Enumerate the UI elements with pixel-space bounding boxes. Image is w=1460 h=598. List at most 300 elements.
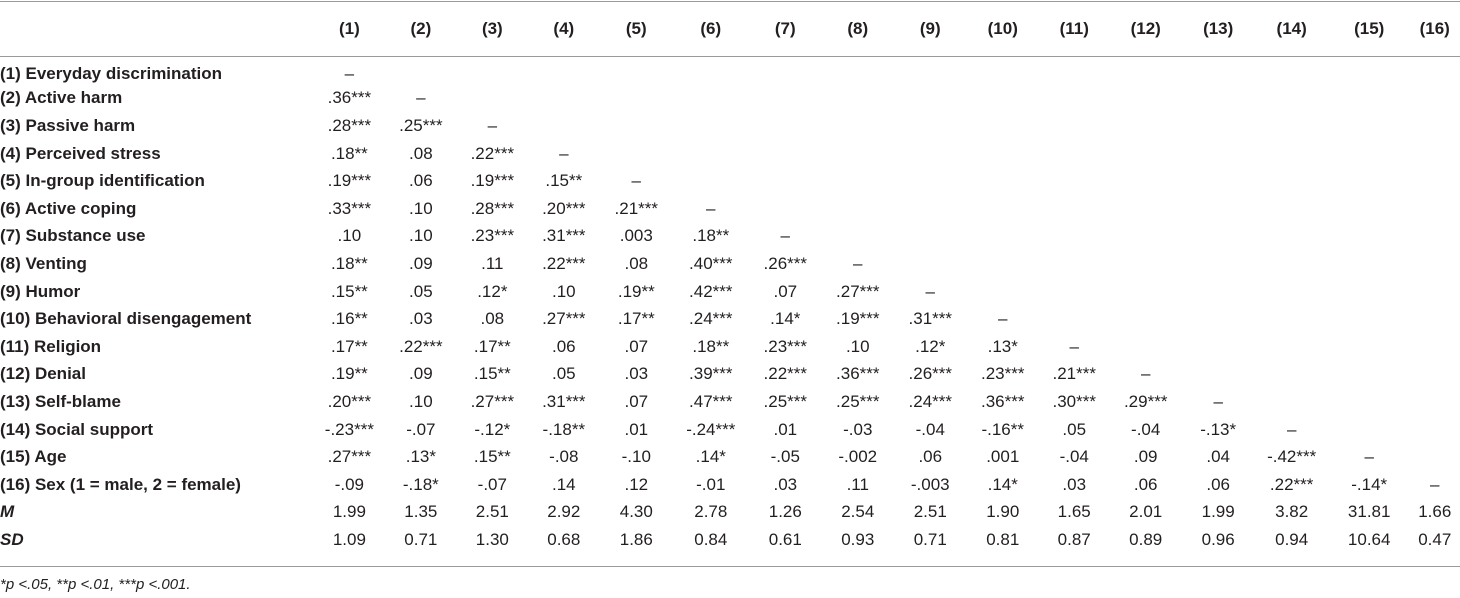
table-cell bbox=[967, 140, 1039, 168]
table-cell: 1.99 bbox=[1201, 502, 1235, 522]
table-cell bbox=[1409, 305, 1460, 333]
table-cell bbox=[600, 140, 672, 168]
table-cell: .05 bbox=[1062, 419, 1087, 439]
row-label: SD bbox=[0, 529, 24, 549]
table-cell: .05 bbox=[409, 281, 433, 301]
table-cell bbox=[1329, 112, 1410, 140]
table-cell bbox=[1329, 195, 1410, 223]
table-cell bbox=[1039, 112, 1109, 140]
header-cell-col-5: (5) bbox=[625, 18, 647, 38]
table-cell bbox=[1109, 278, 1181, 306]
header-row bbox=[0, 0, 1460, 57]
table-cell: .10 bbox=[337, 226, 362, 246]
table-cell: -.04 bbox=[1059, 447, 1089, 467]
table-cell: .10 bbox=[409, 391, 433, 411]
table-cell bbox=[894, 167, 966, 195]
table-cell bbox=[1254, 112, 1329, 140]
table-cell bbox=[1109, 57, 1181, 85]
header-cell-col-2: (2) bbox=[410, 18, 432, 38]
row-label: (10) Behavioral disengagement bbox=[0, 309, 252, 329]
table-cell bbox=[1409, 112, 1460, 140]
table-cell: .16** bbox=[330, 309, 368, 329]
table-cell: -.10 bbox=[621, 447, 651, 467]
table-cell bbox=[894, 223, 966, 251]
table-cell: .14* bbox=[695, 447, 726, 467]
table-cell bbox=[967, 195, 1039, 223]
header-cell-col-1: (1) bbox=[338, 18, 360, 38]
table-cell: -.002 bbox=[838, 447, 878, 467]
table-cell: .47*** bbox=[689, 391, 733, 411]
table-cell: .17** bbox=[330, 336, 368, 356]
table-header bbox=[0, 0, 1460, 57]
table-cell: -.23*** bbox=[324, 419, 374, 439]
table-cell bbox=[600, 112, 672, 140]
table-cell bbox=[967, 57, 1039, 85]
table-cell: .19*** bbox=[836, 309, 880, 329]
table-cell bbox=[1409, 361, 1460, 389]
table-cell bbox=[1254, 278, 1329, 306]
table-cell: -.16** bbox=[981, 419, 1024, 439]
header-cell-col-3: (3) bbox=[481, 18, 503, 38]
row-label: (12) Denial bbox=[0, 364, 86, 384]
table-cell: .20*** bbox=[327, 391, 372, 411]
table-cell: 0.94 bbox=[1275, 529, 1309, 549]
table-cell bbox=[1329, 167, 1410, 195]
table-cell bbox=[673, 85, 750, 113]
table-cell bbox=[822, 85, 894, 113]
table-cell: .19** bbox=[617, 281, 655, 301]
table-cell: .19*** bbox=[470, 171, 515, 191]
table-cell: 0.47 bbox=[1418, 529, 1452, 549]
table-cell bbox=[1039, 57, 1109, 85]
row-label: (11) Religion bbox=[0, 336, 102, 356]
table-cell bbox=[749, 112, 821, 140]
table-cell bbox=[1329, 278, 1410, 306]
table-cell: .21*** bbox=[614, 198, 659, 218]
table-cell: .14* bbox=[987, 474, 1018, 494]
row-label: (7) Substance use bbox=[0, 226, 146, 246]
row-label: (16) Sex (1 = male, 2 = female) bbox=[0, 474, 241, 494]
table-cell bbox=[1109, 305, 1181, 333]
table-cell: – bbox=[487, 115, 498, 135]
table-cell: .22*** bbox=[399, 336, 443, 356]
table-cell: 0.84 bbox=[694, 529, 728, 549]
table-cell bbox=[673, 57, 750, 85]
table-cell bbox=[822, 195, 894, 223]
table-cell: .27*** bbox=[470, 391, 515, 411]
table-cell bbox=[1039, 195, 1109, 223]
table-cell bbox=[1039, 278, 1109, 306]
table-row bbox=[0, 361, 1460, 389]
table-cell bbox=[1409, 443, 1460, 471]
table-cell bbox=[967, 250, 1039, 278]
table-cell: 4.30 bbox=[619, 502, 653, 522]
table-cell bbox=[1182, 278, 1254, 306]
row-label: (3) Passive harm bbox=[0, 115, 136, 135]
table-cell bbox=[528, 85, 600, 113]
table-cell: .18** bbox=[692, 226, 730, 246]
table-cell: 0.81 bbox=[986, 529, 1020, 549]
table-cell: .001 bbox=[986, 447, 1020, 467]
table-cell bbox=[1182, 140, 1254, 168]
table-cell bbox=[1254, 85, 1329, 113]
table-cell bbox=[1329, 361, 1410, 389]
table-cell: .08 bbox=[480, 309, 505, 329]
table-cell bbox=[1409, 195, 1460, 223]
table-cell: .12* bbox=[477, 281, 508, 301]
table-cell bbox=[1409, 278, 1460, 306]
table-cell: – bbox=[925, 281, 935, 301]
table-cell: 1.90 bbox=[986, 502, 1020, 522]
table-cell: .09 bbox=[409, 364, 433, 384]
table-cell: 0.68 bbox=[547, 529, 581, 549]
table-row bbox=[0, 112, 1460, 140]
table-cell: – bbox=[1213, 391, 1223, 411]
table-cell bbox=[1254, 140, 1329, 168]
header-cell-col-11: (11) bbox=[1059, 18, 1089, 38]
table-cell bbox=[457, 57, 527, 85]
table-cell: .10 bbox=[409, 198, 433, 218]
table-cell: – bbox=[780, 226, 791, 246]
table-row bbox=[0, 443, 1460, 471]
table-cell bbox=[749, 167, 821, 195]
table-cell: .06 bbox=[1133, 474, 1158, 494]
table-cell bbox=[894, 140, 966, 168]
table-cell: .22*** bbox=[1269, 474, 1314, 494]
row-label: (6) Active coping bbox=[0, 198, 137, 218]
table-row bbox=[0, 333, 1460, 361]
table-cell: -.05 bbox=[770, 447, 800, 467]
table-cell: -.12* bbox=[474, 419, 511, 439]
table-cell: .20*** bbox=[542, 198, 586, 218]
table-cell: .12* bbox=[915, 336, 946, 356]
table-cell: -.08 bbox=[549, 447, 579, 467]
table-cell: -.18** bbox=[542, 419, 586, 439]
table-cell bbox=[1182, 57, 1254, 85]
header-cell-col-10: (10) bbox=[987, 18, 1018, 38]
table-cell: .06 bbox=[409, 171, 433, 191]
table-cell bbox=[749, 140, 821, 168]
table-cell: 1.30 bbox=[475, 529, 509, 549]
row-label: M bbox=[0, 502, 15, 522]
table-cell: – bbox=[706, 198, 716, 218]
header-cell-col-8: (8) bbox=[847, 18, 869, 38]
header-cell-col-13: (13) bbox=[1203, 18, 1234, 38]
table-cell bbox=[1109, 112, 1181, 140]
table-cell: .28*** bbox=[470, 198, 515, 218]
table-cell bbox=[1254, 305, 1329, 333]
table-cell: .40*** bbox=[689, 253, 733, 273]
table-cell: .15** bbox=[545, 171, 583, 191]
table-cell: -.14* bbox=[1351, 474, 1388, 494]
table-cell: -.09 bbox=[334, 474, 365, 494]
table-cell: .03 bbox=[773, 474, 798, 494]
table-cell: 0.93 bbox=[841, 529, 875, 549]
table-cell: 2.78 bbox=[694, 502, 728, 522]
table-cell: .19*** bbox=[327, 171, 372, 191]
table-cell: 2.51 bbox=[913, 502, 947, 522]
table-cell: 1.86 bbox=[619, 529, 653, 549]
row-label: (9) Humor bbox=[0, 281, 81, 301]
table-cell bbox=[1182, 112, 1254, 140]
table-cell: .39*** bbox=[689, 364, 733, 384]
table-cell: .31*** bbox=[542, 391, 586, 411]
table-cell: -.04 bbox=[915, 419, 945, 439]
table-cell: .03 bbox=[409, 309, 433, 329]
row-label: (4) Perceived stress bbox=[0, 143, 161, 163]
table-row bbox=[0, 499, 1460, 527]
table-cell bbox=[1039, 85, 1109, 113]
table-cell: .27*** bbox=[542, 309, 586, 329]
table-cell bbox=[1329, 250, 1410, 278]
table-cell bbox=[1109, 167, 1181, 195]
table-cell bbox=[1182, 333, 1254, 361]
table-cell bbox=[1409, 250, 1460, 278]
header-cell-col-9: (9) bbox=[919, 18, 941, 38]
table-cell: .24*** bbox=[908, 391, 952, 411]
table-cell: – bbox=[853, 253, 863, 273]
table-cell: .23*** bbox=[981, 364, 1025, 384]
table-cell: -.04 bbox=[1131, 419, 1161, 439]
table-cell: 0.71 bbox=[404, 529, 438, 549]
table-cell bbox=[822, 112, 894, 140]
table-cell: 1.65 bbox=[1057, 502, 1091, 522]
table-cell bbox=[967, 112, 1039, 140]
table-cell: -.24*** bbox=[686, 419, 736, 439]
table-cell: .03 bbox=[1062, 474, 1087, 494]
table-cell: .42*** bbox=[689, 281, 733, 301]
table-cell: 2.51 bbox=[475, 502, 509, 522]
table-cell bbox=[1039, 140, 1109, 168]
table-cell: 31.81 bbox=[1347, 502, 1391, 522]
table-cell: .18** bbox=[330, 143, 368, 163]
table-row bbox=[0, 85, 1460, 113]
table-cell bbox=[1182, 167, 1254, 195]
table-cell bbox=[1039, 223, 1109, 251]
table-cell: 1.99 bbox=[332, 502, 366, 522]
table-cell bbox=[1409, 223, 1460, 251]
table-cell: .36*** bbox=[327, 88, 372, 108]
table-cell: .22*** bbox=[542, 253, 586, 273]
table-cell: – bbox=[631, 171, 642, 191]
table-row bbox=[0, 305, 1460, 333]
table-cell bbox=[600, 57, 672, 85]
table-cell: -.07 bbox=[477, 474, 507, 494]
table-cell: .18** bbox=[330, 253, 368, 273]
row-label: (2) Active harm bbox=[0, 88, 123, 108]
table-cell bbox=[1254, 333, 1329, 361]
table-cell bbox=[967, 278, 1039, 306]
table-cell: .15** bbox=[330, 281, 368, 301]
table-cell bbox=[1039, 305, 1109, 333]
table-cell bbox=[894, 195, 966, 223]
table-cell bbox=[1329, 333, 1410, 361]
table-cell bbox=[673, 140, 750, 168]
table-cell bbox=[1254, 361, 1329, 389]
table-cell: – bbox=[416, 88, 426, 108]
table-cell bbox=[1182, 85, 1254, 113]
table-row bbox=[0, 416, 1460, 444]
table-cell bbox=[1254, 223, 1329, 251]
table-cell: – bbox=[1069, 336, 1079, 356]
table-cell: 0.61 bbox=[768, 529, 802, 549]
table-cell bbox=[1182, 250, 1254, 278]
table-cell: .08 bbox=[409, 143, 433, 163]
table-cell bbox=[894, 85, 966, 113]
table-cell bbox=[1329, 140, 1410, 168]
table-cell: .07 bbox=[624, 336, 649, 356]
row-label: (14) Social support bbox=[0, 419, 154, 439]
table-cell bbox=[385, 57, 457, 85]
table-cell: 0.71 bbox=[913, 529, 947, 549]
table-cell: -.01 bbox=[696, 474, 726, 494]
table-cell: .10 bbox=[409, 226, 433, 246]
table-cell bbox=[749, 195, 821, 223]
table-cell: -.13* bbox=[1200, 419, 1237, 439]
table-row bbox=[0, 278, 1460, 306]
table-cell: – bbox=[1364, 447, 1374, 467]
table-cell: .21*** bbox=[1052, 364, 1096, 384]
table-cell bbox=[528, 57, 600, 85]
table-cell: 2.54 bbox=[841, 502, 875, 522]
table-cell bbox=[1109, 195, 1181, 223]
table-cell bbox=[967, 167, 1039, 195]
table-cell: – bbox=[998, 309, 1008, 329]
table-cell: .26*** bbox=[763, 253, 808, 273]
table-cell: 0.89 bbox=[1129, 529, 1163, 549]
table-cell: .11 bbox=[846, 474, 869, 494]
table-cell: .15** bbox=[473, 364, 511, 384]
table-cell: .23*** bbox=[470, 226, 515, 246]
table-cell: .19** bbox=[330, 364, 368, 384]
table-cell: .09 bbox=[1133, 447, 1158, 467]
table-cell: .07 bbox=[624, 391, 649, 411]
table-cell bbox=[600, 85, 672, 113]
table-cell: .23*** bbox=[763, 336, 808, 356]
table-cell: .25*** bbox=[836, 391, 880, 411]
table-row bbox=[0, 167, 1460, 195]
table-cell bbox=[1409, 388, 1460, 416]
table-cell: .11 bbox=[481, 253, 504, 273]
table-cell: -.18* bbox=[402, 474, 439, 494]
table-cell bbox=[1254, 388, 1329, 416]
table-row bbox=[0, 140, 1460, 168]
header-cell-variable bbox=[0, 0, 314, 57]
table-cell bbox=[1109, 85, 1181, 113]
significance-note: *p <.05, **p <.01, ***p <.001. bbox=[0, 576, 191, 593]
table-cell: – bbox=[559, 143, 569, 163]
table-cell: 0.87 bbox=[1057, 529, 1091, 549]
table-cell bbox=[822, 140, 894, 168]
table-cell: .17** bbox=[617, 309, 655, 329]
table-cell: 1.66 bbox=[1418, 502, 1452, 522]
row-label: (15) Age bbox=[0, 447, 67, 467]
table-cell: 1.26 bbox=[768, 502, 802, 522]
header-cell-col-6: (6) bbox=[700, 18, 722, 38]
table-row bbox=[0, 250, 1460, 278]
table-cell bbox=[673, 112, 750, 140]
table-row bbox=[0, 526, 1460, 554]
table-cell bbox=[1409, 416, 1460, 444]
table-cell: .22*** bbox=[470, 143, 515, 163]
table-cell: .01 bbox=[624, 419, 649, 439]
table-cell: 2.92 bbox=[547, 502, 581, 522]
table-cell: .13* bbox=[987, 336, 1018, 356]
table-cell: .30*** bbox=[1052, 391, 1096, 411]
table-cell bbox=[822, 167, 894, 195]
table-cell bbox=[1109, 223, 1181, 251]
row-label: (8) Venting bbox=[0, 253, 87, 273]
table-cell: 1.09 bbox=[332, 529, 366, 549]
table-cell bbox=[1409, 57, 1460, 85]
table-cell bbox=[1182, 195, 1254, 223]
header-cell-col-4: (4) bbox=[553, 18, 575, 38]
table-cell: .06 bbox=[551, 336, 576, 356]
table-cell: .08 bbox=[624, 253, 649, 273]
table-cell bbox=[1329, 388, 1410, 416]
table-cell bbox=[967, 85, 1039, 113]
table-cell: .29*** bbox=[1123, 391, 1168, 411]
table-cell: – bbox=[1430, 474, 1440, 494]
table-cell bbox=[1039, 167, 1109, 195]
table-cell: .26*** bbox=[908, 364, 952, 384]
table-row bbox=[0, 471, 1460, 499]
table-cell: – bbox=[344, 63, 355, 83]
table-cell bbox=[1109, 140, 1181, 168]
table-cell: – bbox=[1140, 364, 1151, 384]
table-cell: .14* bbox=[770, 309, 801, 329]
table-cell bbox=[1254, 250, 1329, 278]
table-cell: 10.64 bbox=[1347, 529, 1391, 549]
table-cell: -.03 bbox=[843, 419, 873, 439]
table-cell bbox=[1329, 416, 1410, 444]
table-cell: .06 bbox=[918, 447, 943, 467]
table-row bbox=[0, 223, 1460, 251]
table-cell: .05 bbox=[551, 364, 576, 384]
table-cell: .003 bbox=[619, 226, 653, 246]
table-cell bbox=[822, 57, 894, 85]
table-cell: .27*** bbox=[327, 447, 372, 467]
table-cell: 0.96 bbox=[1201, 529, 1235, 549]
table-body bbox=[0, 57, 1460, 554]
table-cell bbox=[1109, 333, 1181, 361]
table-cell bbox=[1409, 140, 1460, 168]
table-cell bbox=[749, 85, 821, 113]
table-cell: -.003 bbox=[910, 474, 950, 494]
table-cell: .31*** bbox=[908, 309, 952, 329]
table-cell bbox=[822, 223, 894, 251]
header-cell-col-7: (7) bbox=[774, 18, 796, 38]
table-cell bbox=[1182, 305, 1254, 333]
table-cell: .10 bbox=[551, 281, 576, 301]
table-cell: .27*** bbox=[836, 281, 880, 301]
bottom-rule bbox=[0, 566, 1460, 567]
table-cell bbox=[749, 57, 821, 85]
table-cell: .13* bbox=[405, 447, 436, 467]
table-cell: .25*** bbox=[763, 391, 808, 411]
table-cell bbox=[1329, 57, 1410, 85]
table-cell: .31*** bbox=[542, 226, 586, 246]
table-cell: .36*** bbox=[836, 364, 880, 384]
header-cell-col-16: (16) bbox=[1419, 18, 1450, 38]
table-cell: .06 bbox=[1206, 474, 1230, 494]
table-cell: .36*** bbox=[981, 391, 1025, 411]
header-cell-col-14: (14) bbox=[1276, 18, 1307, 38]
table-cell bbox=[1182, 361, 1254, 389]
table-cell: -.07 bbox=[406, 419, 436, 439]
table-cell: .07 bbox=[773, 281, 798, 301]
row-label: (13) Self-blame bbox=[0, 391, 121, 411]
